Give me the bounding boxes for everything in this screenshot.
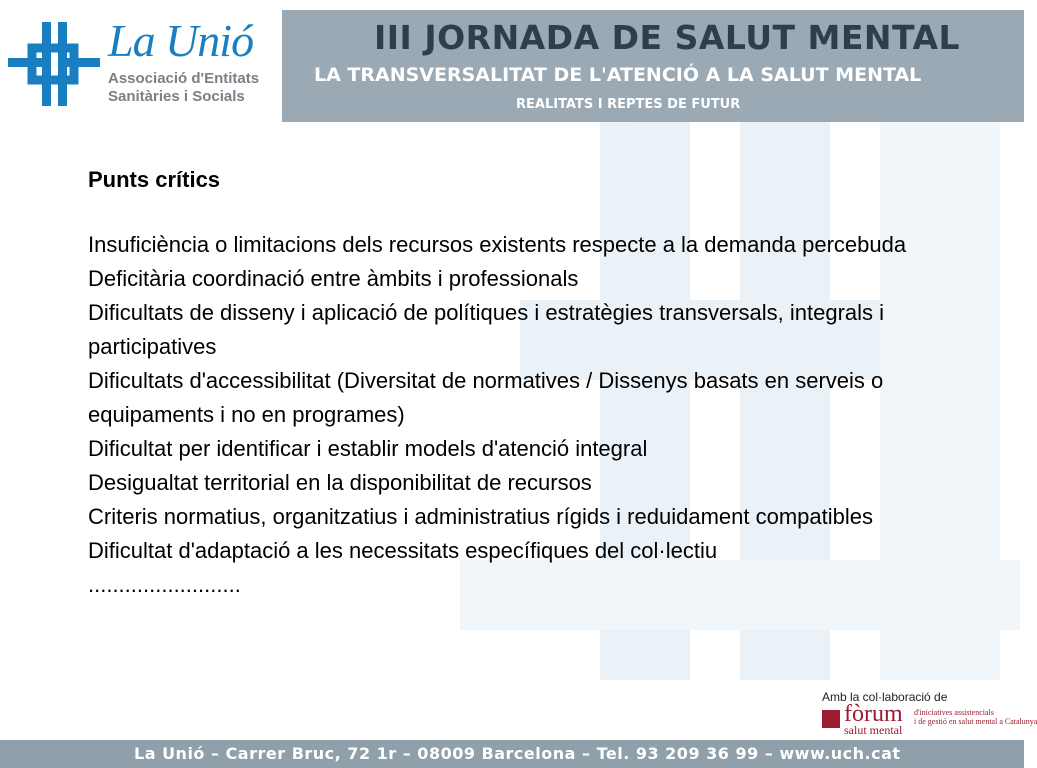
main-content xyxy=(88,164,968,602)
banner-subtitle: LA TRANSVERSALITAT DE L'ATENCIÓ A LA SALUT MENTAL xyxy=(314,64,922,86)
logo-subtitle xyxy=(108,70,259,106)
list-item: Dificultats d'accessibilitat (Diversitat de normatives / Dissenys basats en serveis o equipaments i no en programes) xyxy=(88,368,884,427)
collaboration-block xyxy=(822,690,1037,737)
header-banner xyxy=(282,10,1024,122)
list-item: Desigualtat territorial en la disponibilitat de recursos xyxy=(88,470,592,495)
forum-description xyxy=(914,708,1037,726)
list-item: Criteris normatius, organitzatius i administratius rígids i reduidament compatibles xyxy=(88,504,873,529)
forum-salut-mental-logo[interactable] xyxy=(822,701,1037,737)
forum-description-line: d'iniciatives assistencials xyxy=(914,708,994,717)
forum-subtitle: salut mental xyxy=(844,723,903,737)
collaboration-label: Amb la col·laboració de xyxy=(822,690,948,704)
list-item: Dificultats de disseny i aplicació de polítiques i estratègies transversals, integrals i participatives xyxy=(88,300,885,359)
logo-subtitle-line: Associació d'Entitats xyxy=(108,70,260,87)
footer-bar xyxy=(0,740,1024,768)
forum-word: fòrum xyxy=(844,701,903,727)
footer-contact: La Unió – Carrer Bruc, 72 1r – 08009 Barcelona – Tel. 93 209 36 99 – www.uch.cat xyxy=(134,744,901,763)
forum-square-icon xyxy=(822,710,840,728)
list-item: Dificultat per identificar i establir models d'atenció integral xyxy=(88,436,648,461)
banner-tagline: REALITATS I REPTES DE FUTUR xyxy=(516,97,741,112)
forum-description-line: i de gestió en salut mental a Catalunya xyxy=(914,717,1037,726)
la-unio-logo-icon xyxy=(8,22,100,106)
section-title: Punts crítics xyxy=(88,167,221,192)
list-item: Insuficiència o limitacions dels recursos existents respecte a la demanda percebuda xyxy=(88,232,907,257)
header-logo[interactable] xyxy=(0,0,282,122)
list-item: Deficitària coordinació entre àmbits i professionals xyxy=(88,266,579,291)
logo-subtitle-line: Sanitàries i Socials xyxy=(108,88,245,105)
banner-title: III JORNADA DE SALUT MENTAL xyxy=(374,18,961,57)
list-item: ......................... xyxy=(88,572,241,597)
list-item: Dificultat d'adaptació a les necessitats específiques del col·lectiu xyxy=(88,538,718,563)
logo-name: La Unió xyxy=(108,15,254,66)
